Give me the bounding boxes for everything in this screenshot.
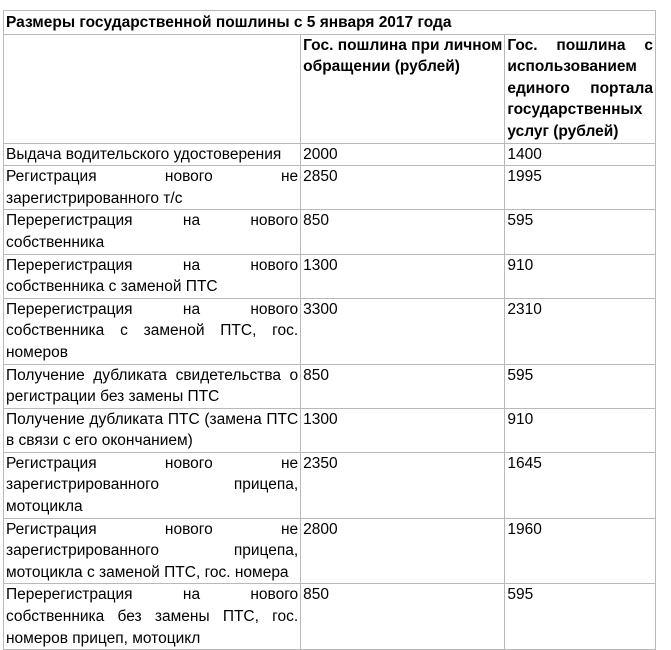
personal-fee-cell: 2000 — [301, 143, 505, 166]
table-row — [4, 452, 656, 518]
portal-fee-cell: 595 — [505, 210, 656, 254]
personal-fee-cell: 3300 — [301, 298, 505, 364]
personal-fee-cell: 850 — [301, 364, 505, 408]
table-row — [4, 298, 656, 364]
table-title-row — [4, 11, 656, 35]
table-header-row — [4, 34, 656, 143]
personal-fee-cell: 1300 — [301, 408, 505, 452]
portal-fee-cell: 1995 — [505, 166, 656, 210]
portal-fee-cell: 595 — [505, 364, 656, 408]
service-cell: Перерегистрация на нового собственника с заменой ПТС — [4, 254, 301, 298]
service-cell: Выдача водительского удостоверения — [4, 143, 301, 166]
header-service — [4, 34, 301, 143]
personal-fee-cell: 2850 — [301, 166, 505, 210]
portal-fee-cell: 1645 — [505, 452, 656, 518]
portal-fee-cell: 1960 — [505, 518, 656, 584]
service-cell: Перерегистрация на нового собственника с заменой ПТС, гос. номеров — [4, 298, 301, 364]
table-title: Размеры государственной пошлины с 5 января 2017 года — [4, 11, 656, 35]
portal-fee-cell: 910 — [505, 408, 656, 452]
portal-fee-cell: 910 — [505, 254, 656, 298]
table-row — [4, 364, 656, 408]
table-row — [4, 518, 656, 584]
table-row — [4, 408, 656, 452]
service-cell: Регистрация нового не зарегистрированного прицепа, мотоцикла — [4, 452, 301, 518]
service-cell: Получение дубликата ПТС (замена ПТС в связи с его окончанием) — [4, 408, 301, 452]
fee-table-container — [3, 10, 656, 650]
personal-fee-cell: 1300 — [301, 254, 505, 298]
service-cell: Получение дубликата свидетельства о регистрации без замены ПТС — [4, 364, 301, 408]
state-fee-table — [3, 10, 656, 650]
service-cell: Регистрация нового не зарегистрированного прицепа, мотоцикла с заменой ПТС, гос. номера — [4, 518, 301, 584]
personal-fee-cell: 2350 — [301, 452, 505, 518]
header-portal-fee: Гос. пошлина с использованием единого портала государственных услуг (рублей) — [505, 34, 656, 143]
portal-fee-cell: 1400 — [505, 143, 656, 166]
personal-fee-cell: 850 — [301, 210, 505, 254]
table-row — [4, 166, 656, 210]
portal-fee-cell: 2310 — [505, 298, 656, 364]
table-row — [4, 143, 656, 166]
service-cell: Перерегистрация на нового собственника без замены ПТС, гос. номеров прицеп, мотоцикл — [4, 584, 301, 650]
personal-fee-cell: 2800 — [301, 518, 505, 584]
service-cell: Перерегистрация на нового собственника — [4, 210, 301, 254]
portal-fee-cell: 595 — [505, 584, 656, 650]
service-cell: Регистрация нового не зарегистрированного т/с — [4, 166, 301, 210]
personal-fee-cell: 850 — [301, 584, 505, 650]
table-row — [4, 210, 656, 254]
table-row — [4, 584, 656, 650]
table-row — [4, 254, 656, 298]
header-personal-fee: Гос. пошлина при личном обращении (рублей) — [301, 34, 505, 143]
